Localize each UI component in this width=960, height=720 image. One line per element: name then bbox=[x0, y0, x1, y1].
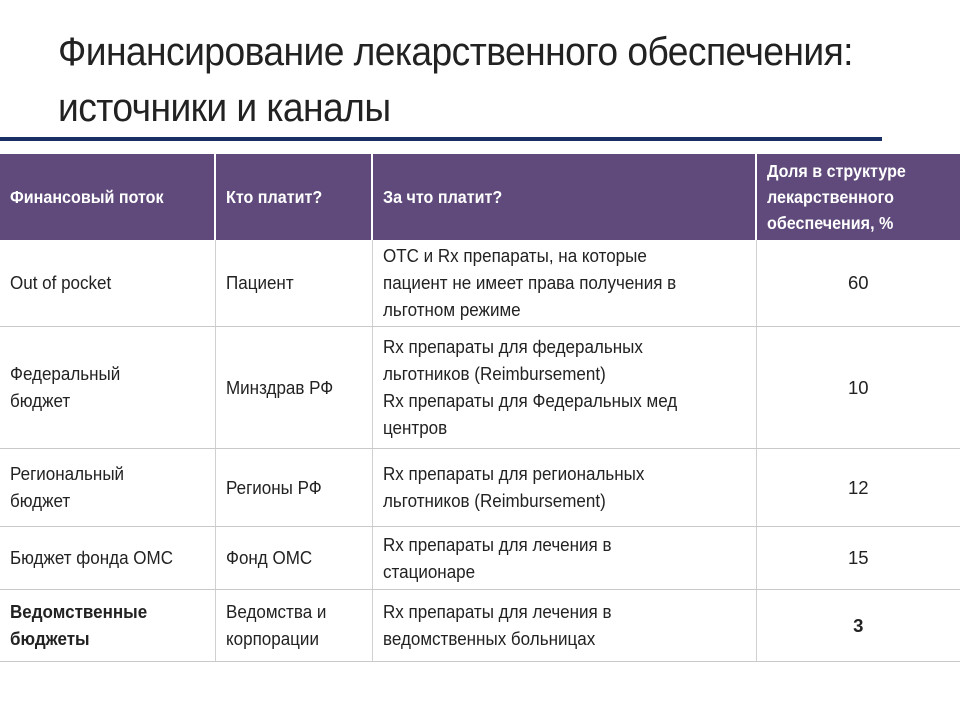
header-flow: Финансовый поток bbox=[0, 154, 215, 240]
header-share: Доля в структуре лекарственного обеспечения, % bbox=[756, 154, 960, 240]
cell-purpose: Rx препараты для федеральных льготников (Reimbursement) Rx препараты для Федеральных мед центров bbox=[372, 326, 756, 448]
header-purpose: За что платит? bbox=[372, 154, 756, 240]
cell-share: 12 bbox=[756, 448, 960, 526]
cell-payer: Фонд ОМС bbox=[215, 526, 372, 589]
cell-flow: Ведомственные бюджеты bbox=[0, 589, 215, 661]
header-payer: Кто платит? bbox=[215, 154, 372, 240]
cell-flow: Out of pocket bbox=[0, 240, 215, 326]
cell-share: 3 bbox=[756, 589, 960, 661]
table-row bbox=[0, 589, 960, 661]
cell-purpose: Rx препараты для региональных льготников (Reimbursement) bbox=[372, 448, 756, 526]
cell-purpose: Rx препараты для лечения в стационаре bbox=[372, 526, 756, 589]
cell-flow: Федеральный бюджет bbox=[0, 326, 215, 448]
cell-purpose: ОТС и Rx препараты, на которые пациент не имеет права получения в льготном режиме bbox=[372, 240, 756, 326]
table-row bbox=[0, 526, 960, 589]
cell-share: 15 bbox=[756, 526, 960, 589]
slide-title-line2: источники и каналы bbox=[58, 86, 391, 130]
cell-payer: Ведомства и корпорации bbox=[215, 589, 372, 661]
cell-flow: Бюджет фонда ОМС bbox=[0, 526, 215, 589]
slide-title-line1: Финансирование лекарственного обеспечения: bbox=[58, 30, 853, 74]
table-row bbox=[0, 326, 960, 448]
cell-payer: Регионы РФ bbox=[215, 448, 372, 526]
title-underline bbox=[0, 137, 882, 141]
table-header-row bbox=[0, 154, 960, 240]
cell-share: 10 bbox=[756, 326, 960, 448]
slide-title bbox=[58, 24, 858, 136]
cell-purpose: Rx препараты для лечения в ведомственных больницах bbox=[372, 589, 756, 661]
financing-table bbox=[0, 154, 960, 662]
table-row bbox=[0, 240, 960, 326]
cell-payer: Пациент bbox=[215, 240, 372, 326]
cell-flow: Региональный бюджет bbox=[0, 448, 215, 526]
cell-payer: Минздрав РФ bbox=[215, 326, 372, 448]
cell-share: 60 bbox=[756, 240, 960, 326]
table-row bbox=[0, 448, 960, 526]
